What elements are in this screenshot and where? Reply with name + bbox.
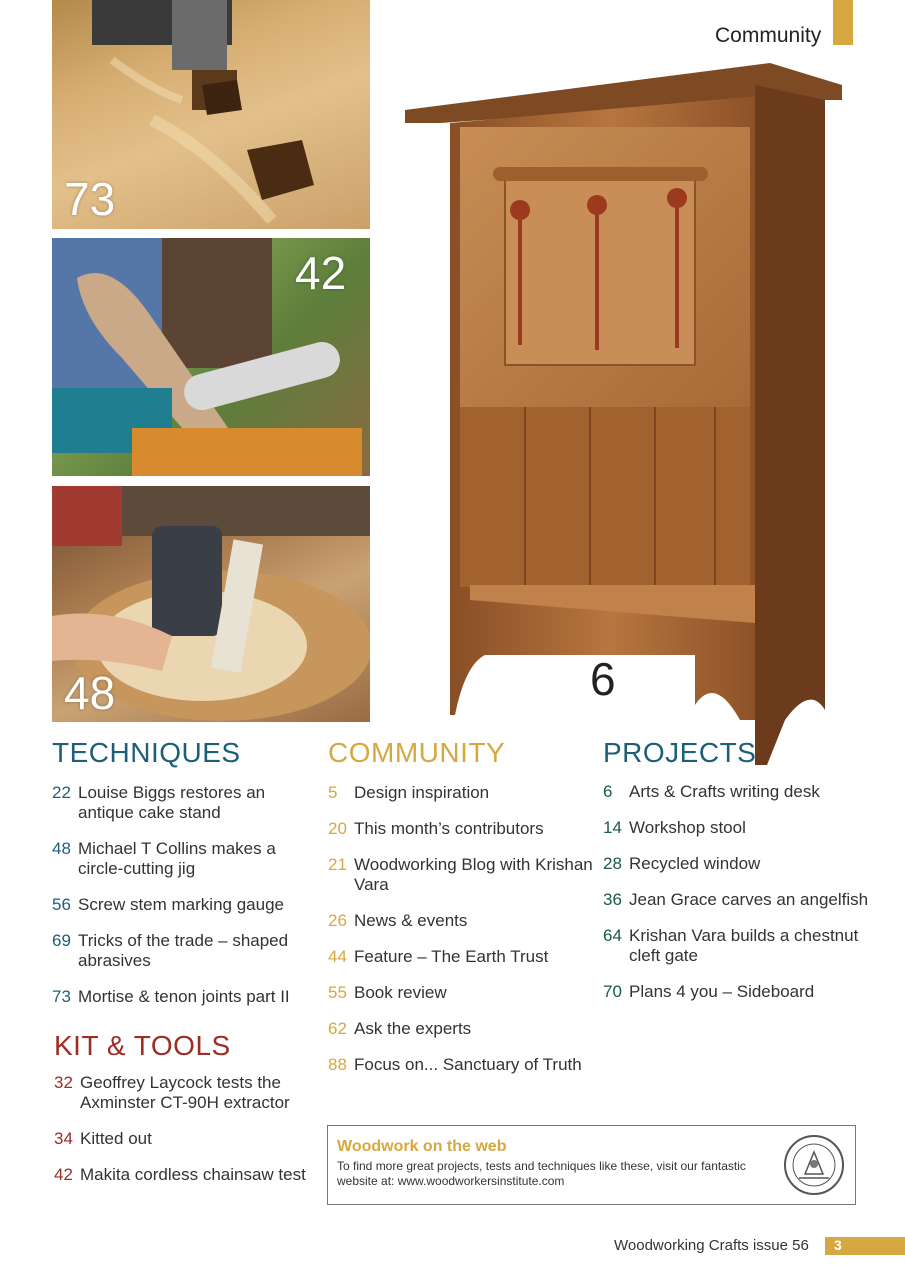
toc-page: 5 (328, 783, 338, 802)
toc-page: 32 (54, 1073, 73, 1092)
toc-title: Louise Biggs restores an antique cake stand (78, 783, 266, 822)
kit-tools-heading: KIT & TOOLS (54, 1030, 231, 1061)
toc-item[interactable] (603, 982, 883, 1002)
toc-title: Book review (354, 983, 447, 1002)
toc-title: Arts & Crafts writing desk (629, 782, 820, 801)
photo-page-number: 42 (295, 247, 347, 299)
toc-page: 14 (603, 818, 622, 837)
footer-page-number: 3 (834, 1237, 842, 1253)
toc-title: Kitted out (80, 1129, 152, 1148)
toc-page: 62 (328, 1019, 347, 1038)
web-promo-text[interactable]: To find more great projects, tests and techniques like these, visit our fantastic website at: www.woodworkersinstitute.com (337, 1159, 746, 1188)
toc-item[interactable] (52, 839, 322, 879)
web-promo-title: Woodwork on the web (337, 1138, 507, 1155)
toc-item[interactable] (603, 782, 883, 802)
community-heading: COMMUNITY (328, 737, 506, 768)
toc-title: Design inspiration (354, 783, 490, 802)
toc-page: 6 (603, 782, 613, 801)
toc-item[interactable] (603, 890, 883, 910)
toc-title: Ask the experts (354, 1019, 472, 1038)
projects-heading: PROJECTS (603, 737, 757, 768)
toc-page: 64 (603, 926, 622, 945)
toc-title: Krishan Vara builds a chestnut cleft gate (629, 926, 859, 965)
projects-list (603, 782, 883, 1018)
toc-page: 69 (52, 931, 71, 950)
toc-page: 56 (52, 895, 71, 914)
web-promo-box (327, 1125, 856, 1205)
toc-item[interactable] (52, 895, 322, 915)
toc-item[interactable] (328, 783, 598, 803)
toc-page: 36 (603, 890, 622, 909)
toc-item[interactable] (328, 855, 598, 895)
photo-page-number: 73 (64, 173, 116, 225)
toc-page: 88 (328, 1055, 347, 1074)
toc-title: Plans 4 you – Sideboard (629, 982, 815, 1001)
photo-router (52, 486, 370, 722)
toc-item[interactable] (603, 854, 883, 874)
toc-page: 26 (328, 911, 347, 930)
toc-title: Tricks of the trade – shaped abrasives (78, 931, 289, 970)
toc-title: Focus on... Sanctuary of Truth (354, 1055, 582, 1074)
kit-tools-list (54, 1073, 324, 1201)
toc-item[interactable] (54, 1165, 324, 1185)
toc-page: 73 (52, 987, 71, 1006)
toc-item[interactable] (54, 1129, 324, 1149)
toc-item[interactable] (54, 1073, 324, 1113)
toc-item[interactable] (328, 1055, 598, 1075)
desk-photo (395, 55, 850, 770)
toc-item[interactable] (328, 947, 598, 967)
section-tab-marker (833, 0, 853, 45)
toc-page: 22 (52, 783, 71, 802)
toc-item[interactable] (603, 818, 883, 838)
photo-chainsaw (52, 238, 370, 476)
toc-title: Jean Grace carves an angelfish (629, 890, 869, 909)
toc-title: Geoffrey Laycock tests the Axminster CT-90H extractor (80, 1073, 290, 1112)
desk-page-number: 6 (590, 653, 616, 705)
toc-item[interactable] (328, 911, 598, 931)
toc-title: Screw stem marking gauge (78, 895, 284, 914)
toc-item[interactable] (603, 926, 883, 966)
toc-title: Makita cordless chainsaw test (80, 1165, 306, 1184)
toc-title: Feature – The Earth Trust (354, 947, 549, 966)
toc-title: Michael T Collins makes a circle-cutting jig (78, 839, 276, 878)
toc-page: 20 (328, 819, 347, 838)
community-list (328, 783, 598, 1091)
toc-item[interactable] (328, 983, 598, 1003)
toc-title: Mortise & tenon joints part II (78, 987, 290, 1006)
section-title: Community (715, 24, 822, 47)
toc-item[interactable] (328, 819, 598, 839)
toc-page: 44 (328, 947, 347, 966)
toc-page: 55 (328, 983, 347, 1002)
toc-page: 28 (603, 854, 622, 873)
toc-page: 70 (603, 982, 622, 1001)
photo-page-number: 48 (64, 667, 116, 719)
toc-page: 21 (328, 855, 347, 874)
toc-item[interactable] (52, 987, 322, 1007)
toc-title: News & events (354, 911, 468, 930)
techniques-heading: TECHNIQUES (52, 737, 241, 768)
toc-title: This month’s contributors (354, 819, 544, 838)
photo-mortise (52, 0, 370, 229)
toc-page: 48 (52, 839, 71, 858)
toc-item[interactable] (52, 931, 322, 971)
woodworkers-institute-seal-icon (783, 1134, 845, 1196)
toc-title: Woodworking Blog with Krishan Vara (354, 855, 593, 894)
toc-title: Recycled window (629, 854, 761, 873)
toc-item[interactable] (52, 783, 322, 823)
toc-page: 34 (54, 1129, 73, 1148)
toc-page: 42 (54, 1165, 73, 1184)
toc-title: Workshop stool (629, 818, 746, 837)
toc-item[interactable] (328, 1019, 598, 1039)
techniques-list (52, 783, 322, 1023)
footer-magazine-title: Woodworking Crafts issue 56 (614, 1237, 809, 1254)
